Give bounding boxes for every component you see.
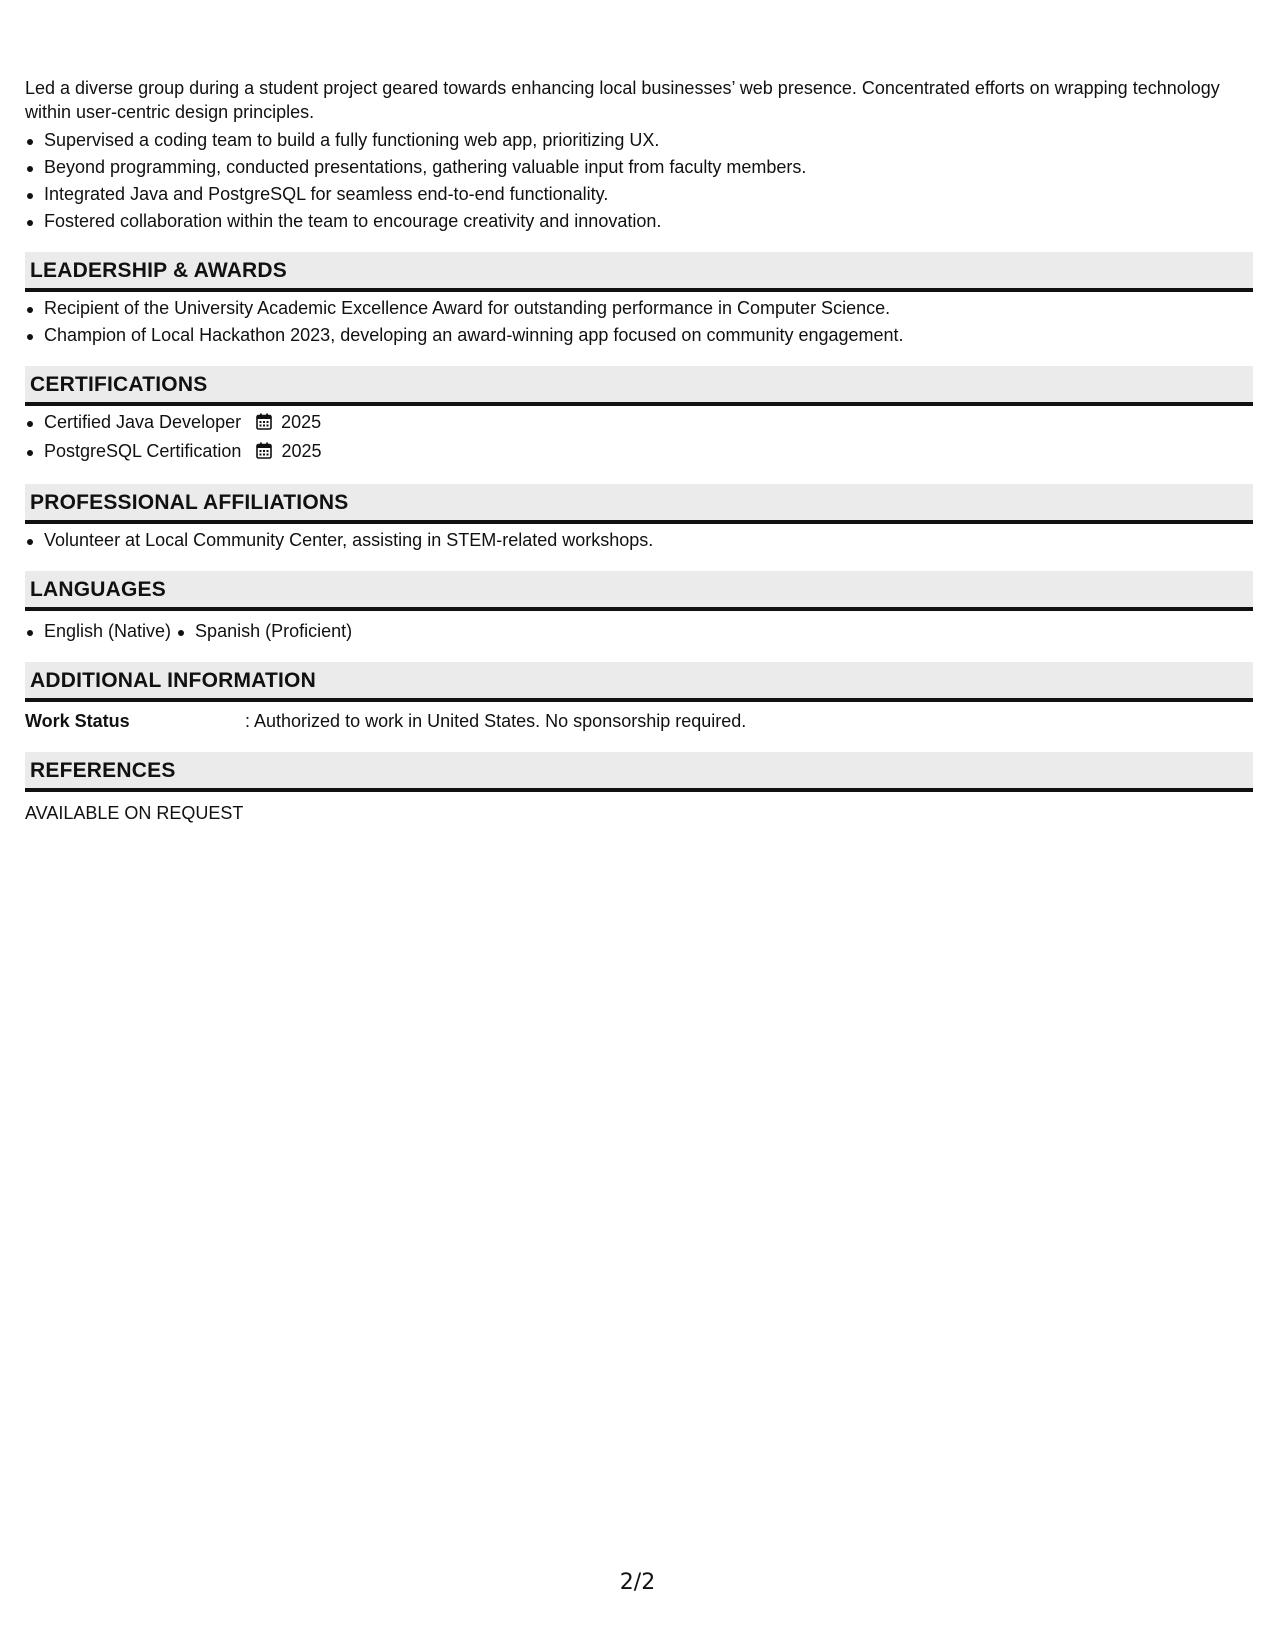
leadership-list — [25, 295, 1253, 349]
list-item: Champion of Local Hackathon 2023, developing an award-winning app focused on community engagement. — [44, 322, 1253, 349]
list-item: Beyond programming, conducted presentations, gathering valuable input from faculty members. — [44, 154, 1253, 181]
project-bullets — [25, 127, 1253, 235]
calendar-icon — [256, 440, 272, 467]
section-heading-certifications: CERTIFICATIONS — [25, 366, 1253, 406]
work-status-row — [25, 708, 1253, 735]
section-heading-additional: ADDITIONAL INFORMATION — [25, 662, 1253, 702]
section-heading-languages: LANGUAGES — [25, 571, 1253, 611]
list-item: Recipient of the University Academic Excellence Award for outstanding performance in Computer Science. — [44, 295, 1253, 322]
references-text: AVAILABLE ON REQUEST — [25, 803, 244, 823]
certification-name: PostgreSQL Certification — [44, 441, 242, 461]
language-item: English (Native) — [44, 618, 171, 645]
page-number: 2/2 — [619, 1570, 656, 1595]
section-heading-references: REFERENCES — [25, 752, 1253, 792]
certification-name: Certified Java Developer — [44, 412, 242, 432]
section-heading-leadership: LEADERSHIP & AWARDS — [25, 252, 1253, 292]
languages-list — [25, 618, 1253, 645]
certification-year: 2025 — [281, 441, 322, 461]
section-heading-affiliations: PROFESSIONAL AFFILIATIONS — [25, 484, 1253, 524]
list-item — [44, 409, 1253, 438]
list-item: Supervised a coding team to build a fully functioning web app, prioritizing UX. — [44, 127, 1253, 154]
affiliations-list — [25, 527, 1253, 554]
calendar-icon — [256, 411, 272, 438]
list-item — [44, 438, 1253, 467]
list-item: Volunteer at Local Community Center, assisting in STEM-related workshops. — [44, 527, 1253, 554]
list-item: Fostered collaboration within the team to encourage creativity and innovation. — [44, 208, 1253, 235]
language-item: Spanish (Proficient) — [195, 618, 352, 645]
project-description: Led a diverse group during a student project geared towards enhancing local businesses’ web presence. Concentrated efforts on wrapping technology within user-centric design principles. — [25, 78, 1220, 122]
work-status-label: Work Status — [25, 711, 130, 731]
certification-year: 2025 — [281, 412, 322, 432]
list-item: Integrated Java and PostgreSQL for seamless end-to-end functionality. — [44, 181, 1253, 208]
resume-page — [25, 76, 1253, 827]
work-status-value: : Authorized to work in United States. No sponsorship required. — [245, 711, 747, 731]
certifications-list — [25, 409, 1253, 467]
